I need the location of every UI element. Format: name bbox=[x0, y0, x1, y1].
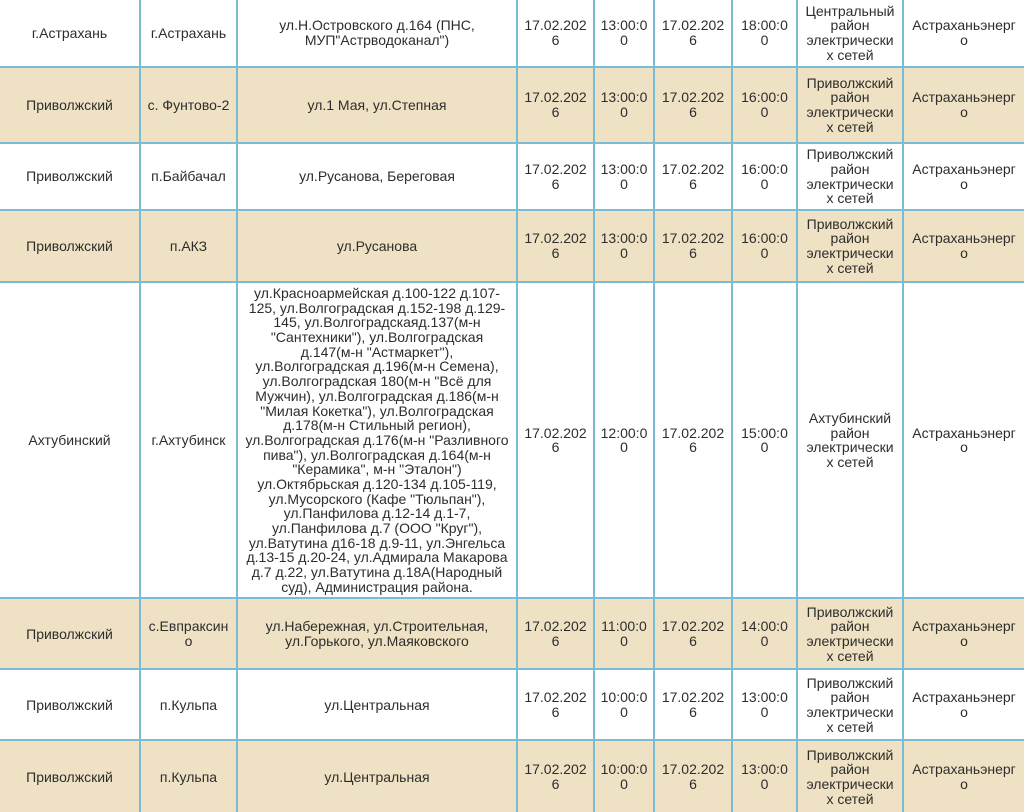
cell-settlement: г.Астрахань bbox=[140, 0, 237, 67]
table-row bbox=[0, 282, 1024, 598]
cell-end-date: 17.02.2026 bbox=[654, 669, 732, 740]
cell-streets: ул.Набережная, ул.Строительная, ул.Горького, ул.Маяковского bbox=[237, 598, 517, 669]
cell-streets: ул.Н.Островского д.164 (ПНС, МУП"Астрводоканал") bbox=[237, 0, 517, 67]
cell-start-time: 12:00:00 bbox=[594, 282, 654, 598]
cell-organization: Астраханьэнерго bbox=[903, 740, 1024, 812]
cell-district: Приволжский bbox=[0, 598, 140, 669]
cell-network-district: Приволжский район электрических сетей bbox=[797, 669, 903, 740]
cell-start-date: 17.02.2026 bbox=[517, 669, 594, 740]
cell-start-time: 13:00:00 bbox=[594, 67, 654, 143]
cell-district: Ахтубинский bbox=[0, 282, 140, 598]
cell-settlement: п.Байбачал bbox=[140, 143, 237, 210]
cell-organization: Астраханьэнерго bbox=[903, 143, 1024, 210]
table-row bbox=[0, 0, 1024, 67]
table-row bbox=[0, 143, 1024, 210]
cell-organization: Астраханьэнерго bbox=[903, 210, 1024, 282]
cell-district: Приволжский bbox=[0, 669, 140, 740]
cell-start-time: 10:00:00 bbox=[594, 669, 654, 740]
cell-start-date: 17.02.2026 bbox=[517, 210, 594, 282]
cell-end-time: 15:00:00 bbox=[732, 282, 797, 598]
cell-start-date: 17.02.2026 bbox=[517, 0, 594, 67]
cell-end-date: 17.02.2026 bbox=[654, 143, 732, 210]
cell-start-date: 17.02.2026 bbox=[517, 740, 594, 812]
cell-district: Приволжский bbox=[0, 67, 140, 143]
cell-streets: ул.Русанова, Береговая bbox=[237, 143, 517, 210]
cell-organization: Астраханьэнерго bbox=[903, 598, 1024, 669]
cell-organization: Астраханьэнерго bbox=[903, 282, 1024, 598]
cell-end-time: 16:00:00 bbox=[732, 210, 797, 282]
cell-streets: ул.Красноармейская д.100-122 д.107-125, ул.Волгоградская д.152-198 д.129-145, ул.Волгоградскаяд.137(м-н "Сантехники"), ул.Волгоградская д.147(м-н "Астмаркет"), ул.Волгоградская д.196(м-н Семена), ул.Волгоградская 180(м-н "Всё для Мужчин), ул.Волгоградская д.186(м-н "Милая Кокетка"), ул.Волгоградская д.178(м-н Стильный регион), ул.Волгоградская д.176(м-н "Разливного пива"), ул.Волгоградская д.164(м-н "Керамика", м-н "Эталон") ул.Октябрьская д.120-134 д.105-119, ул.Мусорского (Кафе "Тюльпан"), ул.Панфилова д.12-14 д.1-7, ул.Панфилова д.7 (ООО "Круг"), ул.Ватутина д16-18 д.9-11, ул.Энгельса д.13-15 д.20-24, ул.Адмирала Макарова д.7 д.22, ул.Ватутина д.18А(Народный суд), Администрация района. bbox=[237, 282, 517, 598]
cell-district: Приволжский bbox=[0, 740, 140, 812]
cell-network-district: Приволжский район электрических сетей bbox=[797, 598, 903, 669]
cell-end-time: 14:00:00 bbox=[732, 598, 797, 669]
cell-end-date: 17.02.2026 bbox=[654, 598, 732, 669]
cell-start-time: 13:00:00 bbox=[594, 0, 654, 67]
cell-end-time: 13:00:00 bbox=[732, 669, 797, 740]
cell-network-district: Приволжский район электрических сетей bbox=[797, 740, 903, 812]
cell-end-date: 17.02.2026 bbox=[654, 67, 732, 143]
cell-end-date: 17.02.2026 bbox=[654, 0, 732, 67]
cell-organization: Астраханьэнерго bbox=[903, 67, 1024, 143]
cell-end-date: 17.02.2026 bbox=[654, 210, 732, 282]
cell-streets: ул.1 Мая, ул.Степная bbox=[237, 67, 517, 143]
cell-organization: Астраханьэнерго bbox=[903, 0, 1024, 67]
cell-end-time: 16:00:00 bbox=[732, 143, 797, 210]
cell-organization: Астраханьэнерго bbox=[903, 669, 1024, 740]
cell-start-date: 17.02.2026 bbox=[517, 598, 594, 669]
cell-start-date: 17.02.2026 bbox=[517, 282, 594, 598]
cell-district: Приволжский bbox=[0, 143, 140, 210]
table-row bbox=[0, 740, 1024, 812]
cell-start-time: 11:00:00 bbox=[594, 598, 654, 669]
cell-network-district: Приволжский район электрических сетей bbox=[797, 67, 903, 143]
cell-start-date: 17.02.2026 bbox=[517, 67, 594, 143]
cell-end-time: 13:00:00 bbox=[732, 740, 797, 812]
cell-settlement: п.АКЗ bbox=[140, 210, 237, 282]
cell-streets: ул.Центральная bbox=[237, 669, 517, 740]
cell-settlement: с. Фунтово-2 bbox=[140, 67, 237, 143]
cell-streets: ул.Русанова bbox=[237, 210, 517, 282]
cell-settlement: п.Кульпа bbox=[140, 669, 237, 740]
cell-start-time: 13:00:00 bbox=[594, 143, 654, 210]
table-row bbox=[0, 598, 1024, 669]
cell-district: г.Астрахань bbox=[0, 0, 140, 67]
cell-network-district: Приволжский район электрических сетей bbox=[797, 143, 903, 210]
cell-settlement: п.Кульпа bbox=[140, 740, 237, 812]
table-row bbox=[0, 67, 1024, 143]
cell-district: Приволжский bbox=[0, 210, 140, 282]
cell-network-district: Центральный район электрических сетей bbox=[797, 0, 903, 67]
cell-start-time: 13:00:00 bbox=[594, 210, 654, 282]
cell-start-time: 10:00:00 bbox=[594, 740, 654, 812]
cell-network-district: Приволжский район электрических сетей bbox=[797, 210, 903, 282]
cell-start-date: 17.02.2026 bbox=[517, 143, 594, 210]
cell-end-date: 17.02.2026 bbox=[654, 740, 732, 812]
cell-streets: ул.Центральная bbox=[237, 740, 517, 812]
cell-end-time: 16:00:00 bbox=[732, 67, 797, 143]
cell-end-date: 17.02.2026 bbox=[654, 282, 732, 598]
cell-end-time: 18:00:00 bbox=[732, 0, 797, 67]
cell-settlement: г.Ахтубинск bbox=[140, 282, 237, 598]
table-row bbox=[0, 669, 1024, 740]
table-row bbox=[0, 210, 1024, 282]
cell-settlement: с.Евпраксино bbox=[140, 598, 237, 669]
cell-network-district: Ахтубинский район электрических сетей bbox=[797, 282, 903, 598]
